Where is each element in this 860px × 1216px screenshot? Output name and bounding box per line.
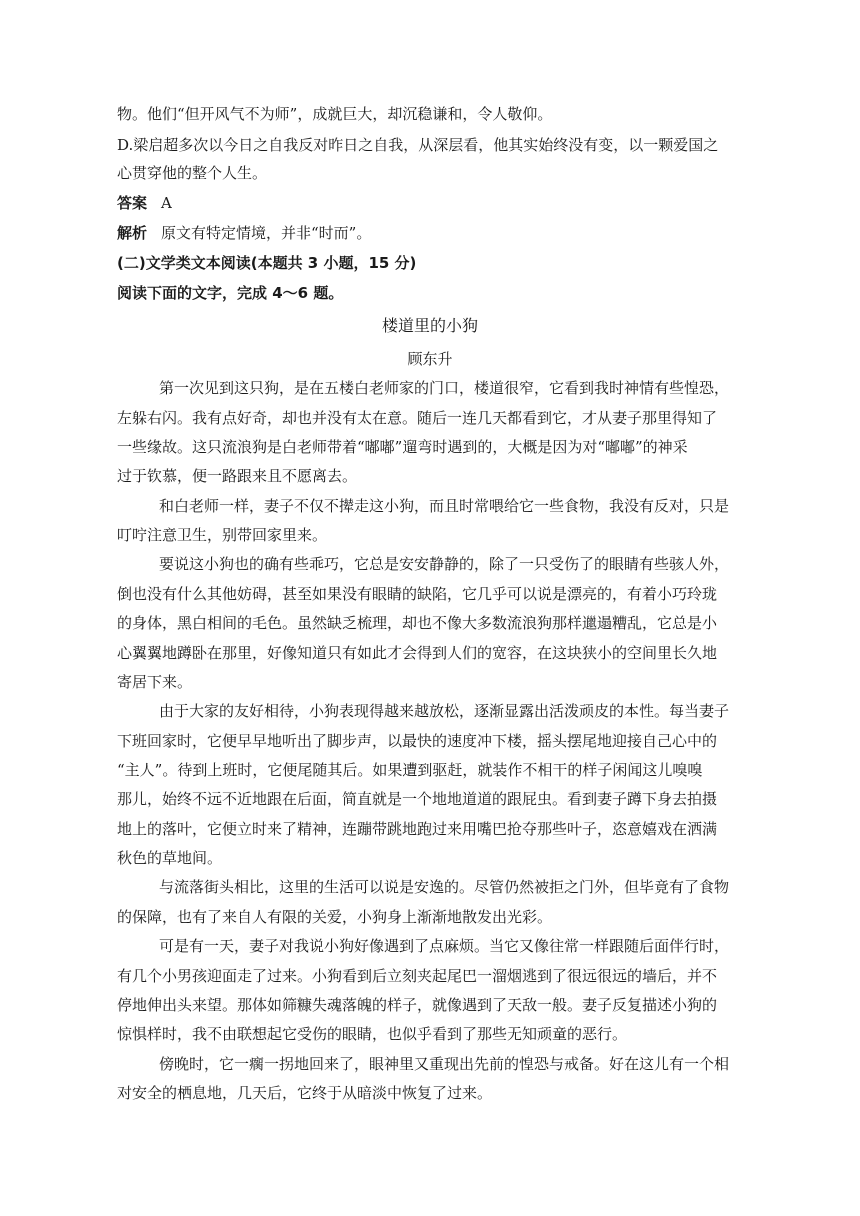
article-line: 惊惧样时，我不由联想起它受伤的眼睛，也似乎看到了那些无知顽童的恶行。	[117, 1025, 628, 1043]
article-line: 可是有一天，妻子对我说小狗好像遇到了点麻烦。当它又像往常一样跟随后面伴行时，	[159, 937, 730, 955]
article-line: 对安全的栖息地，几天后，它终于从暗淡中恢复了过来。	[117, 1084, 493, 1102]
article-title: 楼道里的小狗	[381, 316, 478, 335]
article-line: 寄居下来。	[117, 673, 193, 691]
article-line: 秋色的草地间。	[117, 849, 223, 867]
article-line: 叮咛注意卫生，别带回家里来。	[117, 526, 328, 544]
article-author: 顾东升	[407, 350, 453, 368]
analysis-row	[117, 223, 737, 243]
article-line: 要说这小狗也的确有些乖巧，它总是安安静静的，除了一只受伤了的眼睛有些骇人外，	[159, 555, 730, 573]
article-line: 过于钦慕，便一路跟来且不愿离去。	[117, 467, 358, 485]
article-line: 一些缘故。这只流浪狗是白老师带着“嘟嘟”遛弯时遇到的，大概是因为对“嘟嘟”的神采	[117, 438, 688, 456]
prev-option-line: 物。他们“但开风气不为师”，成就巨大，却沉稳谦和，令人敬仰。	[117, 105, 553, 123]
article-line: 的保障，也有了来自人有限的关爱，小狗身上渐渐地散发出光彩。	[117, 908, 553, 926]
article-line: “主人”。待到上班时，它便尾随其后。如果遭到驱赶，就装作不相干的样子闲闻这儿嗅嗅	[117, 761, 703, 779]
article-line: 第一次见到这只狗，是在五楼白老师家的门口，楼道很窄，它看到我时神情有些惶恐，	[159, 379, 730, 397]
article-line: 由于大家的友好相待，小狗表现得越来越放松，逐渐显露出活泼顽皮的本性。每当妻子	[159, 702, 730, 720]
article-line: 停地伸出头来望。那体如筛糠失魂落魄的样子，就像遇到了天敌一般。妻子反复描述小狗的	[117, 996, 718, 1014]
answer-row	[117, 193, 737, 213]
article-line: 地上的落叶，它便立时来了精神，连蹦带跳地跑过来用嘴巴抢夺那些叶子，恣意嬉戏在洒满	[117, 820, 718, 838]
article-line: 有几个小男孩迎面走了过来。小狗看到后立刻夹起尾巴一溜烟逃到了很远很远的墙后，并不	[117, 967, 718, 985]
article-line: 和白老师一样，妻子不仅不撵走这小狗，而且时常喂给它一些食物，我没有反对，只是	[159, 497, 730, 515]
article-line: 那儿，始终不远不近地跟在后面，简直就是一个地地道道的跟屁虫。看到妻子蹲下身去拍摄	[117, 790, 718, 808]
answer-label: 答案	[117, 194, 148, 212]
article-line: 的身体，黑白相间的毛色。虽然缺乏梳理，却也不像大多数流浪狗那样邋遢糟乱，它总是小	[117, 614, 718, 632]
option-d-line-cont: 心贯穿他的整个人生。	[117, 164, 268, 182]
article-line: 与流落街头相比，这里的生活可以说是安逸的。尽管仍然被拒之门外，但毕竟有了食物	[159, 878, 730, 896]
article-line: 左躲右闪。我有点好奇，却也并没有太在意。随后一连几天都看到它，才从妻子那里得知了	[117, 409, 718, 427]
analysis-label: 解析	[117, 224, 148, 242]
option-d-line: D.梁启超多次以今日之自我反对昨日之自我，从深层看，他其实始终没有变，以一颗爱国之	[117, 136, 719, 154]
section-heading: (二)文学类文本阅读(本题共 3 小题，15 分)	[117, 254, 417, 272]
answer-value: A	[161, 194, 172, 212]
article-line: 傍晚时，它一瘸一拐地回来了，眼神里又重现出先前的惶恐与戒备。好在这儿有一个相	[159, 1055, 730, 1073]
article-line: 心翼翼地蹲卧在那里，好像知道只有如此才会得到人们的宽容，在这块狭小的空间里长久地	[117, 644, 718, 662]
analysis-text: 原文有特定情境，并非“时而”。	[161, 224, 372, 242]
section-instruction: 阅读下面的文字，完成 4～6 题。	[117, 284, 344, 302]
article-line: 下班回家时，它便早早地听出了脚步声，以最快的速度冲下楼，摇头摆尾地迎接自己心中的	[117, 732, 718, 750]
article-line: 倒也没有什么其他妨碍，甚至如果没有眼睛的缺陷，它几乎可以说是漂亮的，有着小巧玲珑	[117, 585, 718, 603]
